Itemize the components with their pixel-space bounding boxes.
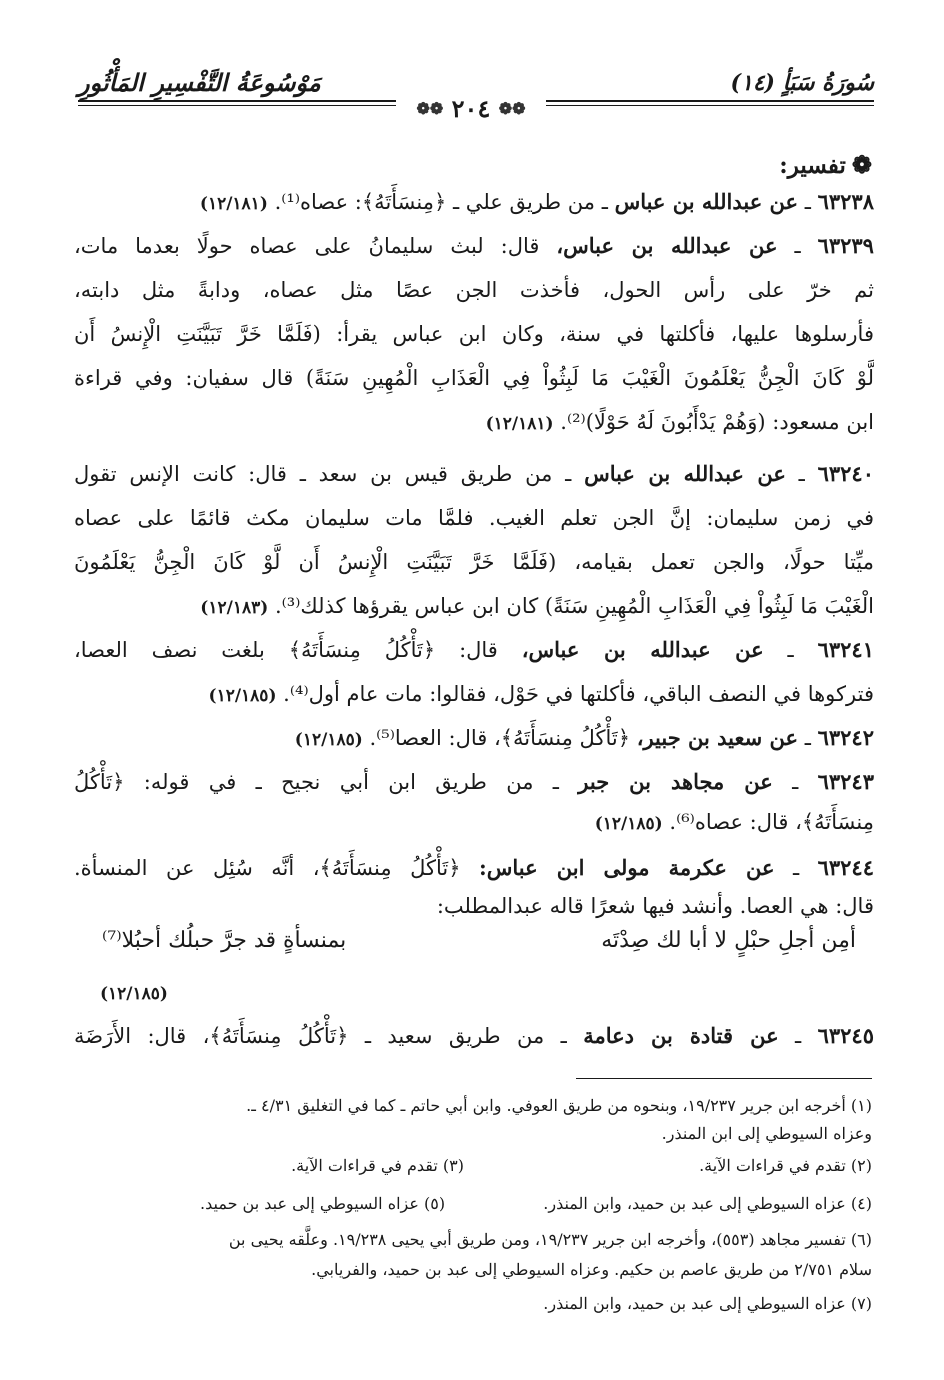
footnote: (٢) تقدم في قراءات الآية. bbox=[699, 1156, 872, 1175]
narration-text: فأرسلوها عليها، فأكلتها في سنة، وكان ابن عباس يقرأ: (فَلَمَّا خَرَّ تَبَيَّنَتِ الْإِنسُ أَن bbox=[74, 322, 874, 346]
narrator: عن عكرمة مولى ابن عباس: bbox=[479, 855, 775, 880]
narrator: عن قتادة بن دعامة bbox=[583, 1023, 779, 1048]
narration-line: ٦٣٢٤٠ ـ عن عبدالله بن عباس ـ من طريق قيس بن سعد ـ قال: كانت الإنس تقول bbox=[74, 461, 874, 486]
narration-text: ﴿تَأْكُلُ مِنسَأَتَهُ﴾، أنَّه سُئِل عن المنسأة. bbox=[74, 856, 461, 880]
narration-text: ـ من طريق سعيد ـ ﴿تَأْكُلُ مِنسَأَتَهُ﴾، قال: الأَرَضَة bbox=[74, 1024, 567, 1048]
narration-line bbox=[74, 884, 874, 928]
narration-text: الْغَيْبَ مَا لَبِثُواْ فِي الْعَذَابِ الْمُهِينِ سَنَةً) كان ابن عباس يقرؤها كذلك⁽³⁾. bbox=[274, 594, 874, 618]
volume-page-ref: (١٢/١٨٥) bbox=[100, 984, 168, 1004]
narration-line bbox=[74, 312, 874, 356]
ornament-icon: ❁❁ bbox=[416, 99, 444, 118]
volume-page-ref: (١٢/١٨١) bbox=[199, 194, 268, 214]
footnote: وعزاه السيوطي إلى ابن المنذر. bbox=[661, 1124, 872, 1143]
narration-text: ـ من طريق علي ـ ﴿مِنسَأَتَهُ﴾: عصاه⁽¹⁾. bbox=[274, 190, 608, 214]
volume-page-ref: (١٢/١٨٣) bbox=[200, 598, 269, 618]
narration-line: ٦٣٢٤١ ـ عن عبدالله بن عباس، قال: ﴿تَأْكُلُ مِنسَأَتَهُ﴾ بلغت نصف العصا، bbox=[74, 637, 874, 662]
narration-text: ميِّتا حولًا، والجن تعمل بقيامه، (فَلَمَّا خَرَّ تَبَيَّنَتِ الْإِنسُ أَن لَّوْ كَانَ الْجِنُّ يَعْلَمُونَ bbox=[74, 550, 874, 574]
section-heading-text: تفسير: bbox=[779, 152, 846, 179]
narrator: عن سعيد بن جبير، bbox=[636, 725, 799, 750]
footnote: (٣) تقدم في قراءات الآية. bbox=[291, 1156, 464, 1175]
narration-text: قال: هي العصا. وأنشد فيها شعرًا قاله عبدالمطلب: bbox=[436, 894, 874, 918]
narration-number: ٦٣٢٤٥ bbox=[817, 1023, 874, 1048]
narration-number: ٦٣٢٤٠ bbox=[817, 461, 874, 486]
section-heading bbox=[779, 150, 872, 179]
footnote: سلام ٢/٧٥١ من طريق عاصم بن حكيم. وعزاه السيوطي إلى عبد بن حميد، والفريابي. bbox=[311, 1260, 872, 1279]
volume-page-ref: (١٢/١٨١) bbox=[485, 414, 554, 434]
narrator: عن عبدالله بن عباس، bbox=[521, 637, 764, 662]
page-number-value: ٢٠٤ bbox=[451, 94, 491, 123]
footnote: (١) أخرجه ابن جرير ١٩/٢٣٧، وبنحوه من طريق العوفي. وابن أبي حاتم ـ كما في التغليق ٤/٣١ ـ. bbox=[246, 1096, 872, 1115]
narration-text: ﴿تَأْكُلُ مِنسَأَتَهُ﴾، قال: العصا⁽⁵⁾. bbox=[369, 726, 630, 750]
narration-text: ـ من طريق قيس بن سعد ـ قال: كانت الإنس تقول bbox=[74, 462, 572, 486]
narration-line bbox=[74, 584, 874, 628]
narration-line: ٦٣٢٤٥ ـ عن قتادة بن دعامة ـ من طريق سعيد ـ ﴿تَأْكُلُ مِنسَأَتَهُ﴾، قال: الأَرَضَة bbox=[74, 1023, 874, 1048]
narrator: عن عبدالله بن عباس bbox=[614, 189, 799, 214]
footnote: (٧) عزاه السيوطي إلى عبد بن حميد، وابن المنذر. bbox=[543, 1294, 872, 1313]
page-number bbox=[396, 94, 546, 128]
narration-number: ٦٣٢٤٢ bbox=[817, 725, 874, 750]
narration-text: مِنسَأَتَهُ﴾، قال: عصاه⁽⁶⁾. bbox=[669, 810, 874, 834]
narration-number: ٦٣٢٤٣ bbox=[817, 769, 874, 794]
narration-line: ٦٣٢٣٩ ـ عن عبدالله بن عباس، قال: لبث سليمانُ على عصاه حولًا بعدما مات، bbox=[74, 233, 874, 258]
narrator: عن مجاهد بن جبر bbox=[578, 769, 773, 794]
narration-line: ٦٣٢٤٣ ـ عن مجاهد بن جبر ـ من طريق ابن أبي نجيح ـ في قوله: ﴿تَأْكُلُ bbox=[74, 769, 874, 794]
book-title: مَوْسُوعَةُ التَّفْسِيرِ المَأْثُورِ bbox=[78, 68, 321, 97]
narration-text: لَّوْ كَانَ الْجِنُّ يَعْلَمُونَ الْغَيْبَ مَا لَبِثُواْ فِي الْعَذَابِ الْمُهِينِ سَنَةً) قال سفيان: وفي قراءة bbox=[74, 366, 874, 390]
narration-line bbox=[74, 496, 874, 540]
narration-text: قال: ﴿تَأْكُلُ مِنسَأَتَهُ﴾ بلغت نصف العصا، bbox=[74, 638, 498, 662]
narration-line bbox=[74, 672, 874, 716]
poem-first-hemistich: أمِن أجلِ حبْلٍ لا أبا لك صِدْتَه bbox=[601, 928, 856, 953]
narration-number: ٦٣٢٤٤ bbox=[817, 855, 874, 880]
narrator: عن عبدالله بن عباس، bbox=[556, 233, 778, 258]
narration-line: ٦٣٢٤٢ ـ عن سعيد بن جبير، ﴿تَأْكُلُ مِنسَأَتَهُ﴾، قال: العصا⁽⁵⁾. (١٢/١٨٥) bbox=[294, 725, 874, 750]
narration-line bbox=[74, 268, 874, 312]
narration-text: قال: لبث سليمانُ على عصاه حولًا بعدما مات، bbox=[74, 234, 540, 258]
footnote: (٦) تفسير مجاهد (٥٥٣)، وأخرجه ابن جرير ١٩/٢٣٧، ومن طريق أبي يحيى ١٩/٢٣٨. وعلَّقه يحيى بن bbox=[228, 1230, 872, 1249]
narration-line: ٦٣٢٤٤ ـ عن عكرمة مولى ابن عباس: ﴿تَأْكُلُ مِنسَأَتَهُ﴾، أنَّه سُئِل عن المنسأة. bbox=[74, 855, 874, 880]
narration-line bbox=[74, 800, 874, 844]
poem-second-hemistich: بمنسأةٍ قد جرَّ حبلُك أحبُلا⁽⁷⁾ bbox=[102, 928, 347, 953]
footnote: (٤) عزاه السيوطي إلى عبد بن حميد، وابن المنذر. bbox=[543, 1194, 872, 1213]
narration-line bbox=[74, 400, 874, 444]
narration-text: في زمن سليمان: إنَّ الجن تعلم الغيب. فلمَّا مات سليمان مكث قائمًا على عصاه bbox=[74, 506, 874, 530]
volume-page-ref: (١٢/١٨٥) bbox=[594, 814, 663, 834]
narration-text: ـ من طريق ابن أبي نجيح ـ في قوله: ﴿تَأْكُلُ bbox=[74, 770, 559, 794]
narration-number: ٦٣٢٣٩ bbox=[817, 233, 874, 258]
narration-number: ٦٣٢٤١ bbox=[817, 637, 874, 662]
volume-page-ref: (١٢/١٨٥) bbox=[208, 686, 277, 706]
narration-line: ٦٣٢٣٨ ـ عن عبدالله بن عباس ـ من طريق علي ـ ﴿مِنسَأَتَهُ﴾: عصاه⁽¹⁾. (١٢/١٨١) bbox=[199, 189, 874, 214]
narration-line bbox=[74, 356, 874, 400]
narration-text: ابن مسعود: (وَهُمْ يَدْأَبُونَ لَهُ حَوْلًا)⁽²⁾. bbox=[560, 410, 874, 434]
narrator: عن عبدالله بن عباس bbox=[584, 461, 786, 486]
narration-text: ثم خرّ على رأس الحول، فأخذت الجن عصًا مثل عصاه، ودابةً مثل دابته، bbox=[74, 278, 874, 302]
narration-number: ٦٣٢٣٨ bbox=[817, 189, 874, 214]
footnote-separator bbox=[576, 1078, 872, 1079]
narration-line bbox=[74, 540, 874, 584]
footnote: (٥) عزاه السيوطي إلى عبد بن حميد. bbox=[200, 1194, 446, 1213]
volume-page-ref: (١٢/١٨٥) bbox=[294, 730, 363, 750]
narration-text: فتركوها في النصف الباقي، فأكلتها في حَوْل، فقالوا: مات عام أول⁽⁴⁾. bbox=[283, 682, 874, 706]
surah-name: سُورَةُ سَبَأٍ (١٤) bbox=[730, 70, 874, 96]
ornament-icon: ❁❁ bbox=[498, 99, 526, 118]
flower-ornament-icon: ❁ bbox=[851, 150, 872, 179]
